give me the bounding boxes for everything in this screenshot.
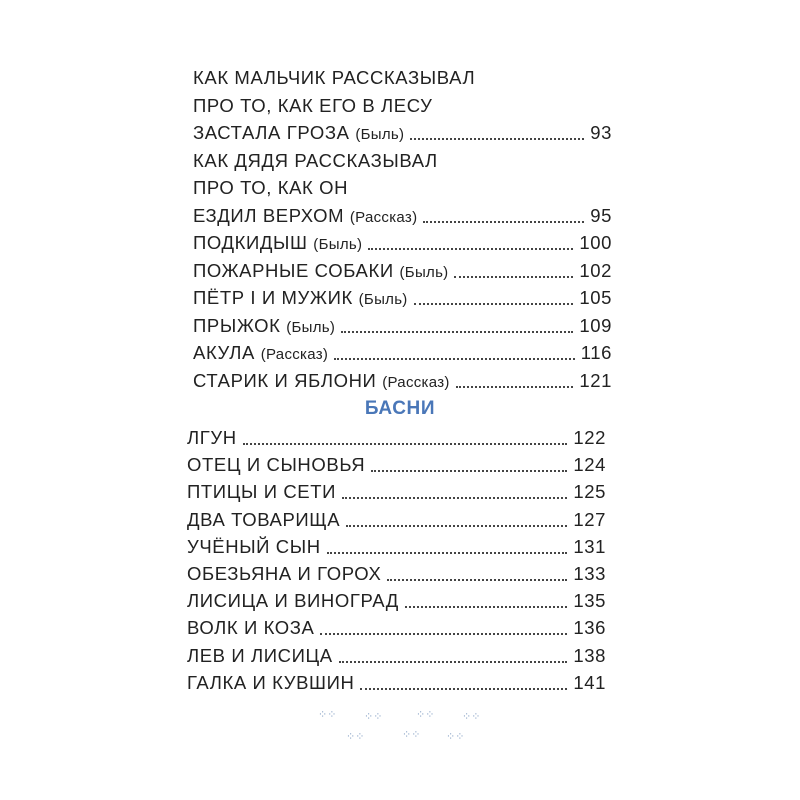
- entry-title-text: УЧЁНЫЙ СЫН: [187, 535, 321, 557]
- entry-genre: (Рассказ): [349, 208, 418, 226]
- entry-title-text: ВОЛК И КОЗА: [187, 617, 315, 639]
- entry-title-text: ПЁТР I И МУЖИК: [193, 287, 353, 308]
- entry-title: [193, 368, 450, 396]
- entry-title: [187, 425, 237, 451]
- entry-page-number: 121: [579, 369, 612, 391]
- dot-leader: [410, 114, 584, 140]
- entry-title: [187, 479, 336, 505]
- entry-genre: (Рассказ): [260, 346, 329, 363]
- entry-title: [187, 507, 340, 533]
- entry-page-number: 100: [579, 232, 612, 253]
- dot-leader: [371, 446, 567, 472]
- entry-title: [187, 534, 321, 560]
- entry-title-text: АКУЛА: [193, 342, 255, 363]
- entry-title-text: КАК МАЛЬЧИК РАССКАЗЫВАЛ: [193, 67, 476, 88]
- entry-title: [193, 120, 404, 148]
- entry-page-number: 131: [573, 535, 606, 557]
- entry-genre: (Быль): [286, 318, 336, 336]
- dot-leader: [346, 501, 567, 527]
- entry-title-text: ЗАСТАЛА ГРОЗА: [193, 122, 350, 143]
- entry-title-text: ПОДКИДЫШ: [193, 232, 308, 253]
- dot-leader: [341, 307, 573, 333]
- entry-genre: (Рассказ): [382, 373, 450, 391]
- toc-entry-line: [0, 120, 800, 146]
- entry-title-text: ОТЕЦ И СЫНОВЬЯ: [187, 454, 366, 476]
- entry-title-text: ПРО ТО, КАК ЕГО В ЛЕСУ: [193, 94, 433, 116]
- dot-leader: [342, 473, 567, 499]
- entry-title-text: ЛГУН: [187, 427, 237, 448]
- entry-genre: (Быль): [399, 263, 449, 281]
- entry-page-number: 109: [579, 314, 612, 336]
- toc-entry-line: [0, 340, 800, 366]
- toc-entry-line: [0, 670, 800, 696]
- dot-leader: [454, 252, 573, 278]
- entry-genre: (Быль): [313, 236, 363, 253]
- entry-page-number: 105: [579, 287, 612, 308]
- entry-title: [193, 258, 448, 286]
- entry-page-number: 138: [573, 644, 606, 666]
- entry-title: [193, 313, 335, 341]
- entry-title-text: СТАРИК И ЯБЛОНИ: [193, 369, 377, 391]
- entry-title-text: ОБЕЗЬЯНА И ГОРОХ: [187, 563, 382, 584]
- entry-page-number: 122: [573, 427, 606, 448]
- entry-page-number: 141: [573, 671, 606, 693]
- toc-entry-line: [0, 175, 800, 201]
- dot-leader: [360, 664, 567, 690]
- toc-entry-line: [0, 368, 800, 394]
- toc-entry-line: [0, 258, 800, 284]
- entry-title-text: ДВА ТОВАРИЩА: [187, 508, 341, 530]
- toc-entry-line: [0, 65, 800, 91]
- entry-title-text: ПРЫЖОК: [193, 314, 281, 336]
- entry-title-text: КАК ДЯДЯ РАССКАЗЫВАЛ: [193, 149, 438, 171]
- entry-page-number: 102: [579, 259, 612, 281]
- table-of-contents-page: КАК МАЛЬЧИК РАССКАЗЫВАЛ ПРО ТО, КАК ЕГО В ЛЕСУ ЗАСТАЛА ГРОЗА (Быль) 93 КАК ДЯДЯ РАССКАЗЫВАЛ ПРО ТО, КАК ОН ЕЗДИЛ ВЕРХОМ (Рассказ) 95 ПОДКИДЫШ (Быль) 100 ПОЖАРНЫЕ СОБАКИ (Быль) 102 ПЁТР I И МУЖИК (Быль) 105 ПРЫЖОК (Быль) 109 АКУЛА (Рассказ) 116 СТАРИК И ЯБЛОНИ (Рассказ) 121 БАСНИ ЛГУН 122 ОТЕЦ И СЫНОВЬЯ 124 ПТИЦЫ И СЕТИ 125 ДВА ТОВАРИЩА 127 УЧЁНЫЙ СЫН 131 ОБЕЗЬЯНА И ГОРОХ 133 ЛИСИЦА И ВИНОГРАД 135 ВОЛК И КОЗА 136 ЛЕВ И ЛИСИЦА 138 ГАЛКА И КУВШИН 141 ⁘⁘ ⁘⁘ ⁘⁘ ⁘⁘ ⁘⁘ ⁘⁘ ⁘⁘: [0, 0, 800, 800]
- entry-page-number: 95: [590, 204, 612, 226]
- entry-title: [187, 561, 381, 587]
- entry-title-text: ЛИСИЦА И ВИНОГРАД: [187, 590, 399, 612]
- entry-genre: (Быль): [358, 291, 408, 308]
- entry-page-number: 135: [573, 590, 606, 612]
- entry-page-number: 136: [573, 617, 606, 639]
- dot-leader: [339, 637, 567, 663]
- dot-leader: [243, 419, 567, 445]
- dot-leader: [456, 362, 573, 388]
- dot-leader: [334, 334, 575, 360]
- toc-entry-line: [0, 148, 800, 174]
- section-heading-fables: БАСНИ: [364, 398, 436, 419]
- entry-page-number: 125: [573, 481, 606, 503]
- entry-title: [187, 452, 365, 478]
- entry-page-number: 133: [573, 563, 606, 584]
- toc-entry-line: [0, 561, 800, 587]
- dot-leader: [423, 197, 584, 223]
- entry-page-number: 127: [573, 508, 606, 530]
- dot-leader: [327, 528, 567, 554]
- entry-title: [187, 643, 333, 669]
- entry-title: [187, 615, 314, 641]
- toc-entry-line: [0, 93, 800, 119]
- entry-genre: (Быль): [355, 126, 405, 143]
- entry-page-number: 124: [573, 454, 606, 476]
- entry-title: [193, 230, 362, 258]
- entry-title-text: ПРО ТО, КАК ОН: [193, 177, 349, 198]
- dot-leader: [387, 555, 567, 581]
- entry-title-text: ПОЖАРНЫЕ СОБАКИ: [193, 259, 394, 281]
- entry-title-text: ЛЕВ И ЛИСИЦА: [187, 644, 333, 666]
- entry-title-text: ГАЛКА И КУВШИН: [187, 671, 355, 693]
- entry-title: [193, 340, 328, 368]
- dot-leader: [320, 609, 567, 635]
- entry-title-text: ЕЗДИЛ ВЕРХОМ: [193, 204, 345, 226]
- toc-entry-line: [0, 230, 800, 256]
- entry-title: [187, 670, 354, 696]
- dot-leader: [368, 224, 573, 250]
- entry-title-text: ПТИЦЫ И СЕТИ: [187, 481, 337, 503]
- dot-leader: [414, 279, 573, 305]
- entry-page-number: 93: [590, 122, 612, 143]
- dot-leader: [405, 582, 567, 608]
- entry-page-number: 116: [580, 342, 612, 363]
